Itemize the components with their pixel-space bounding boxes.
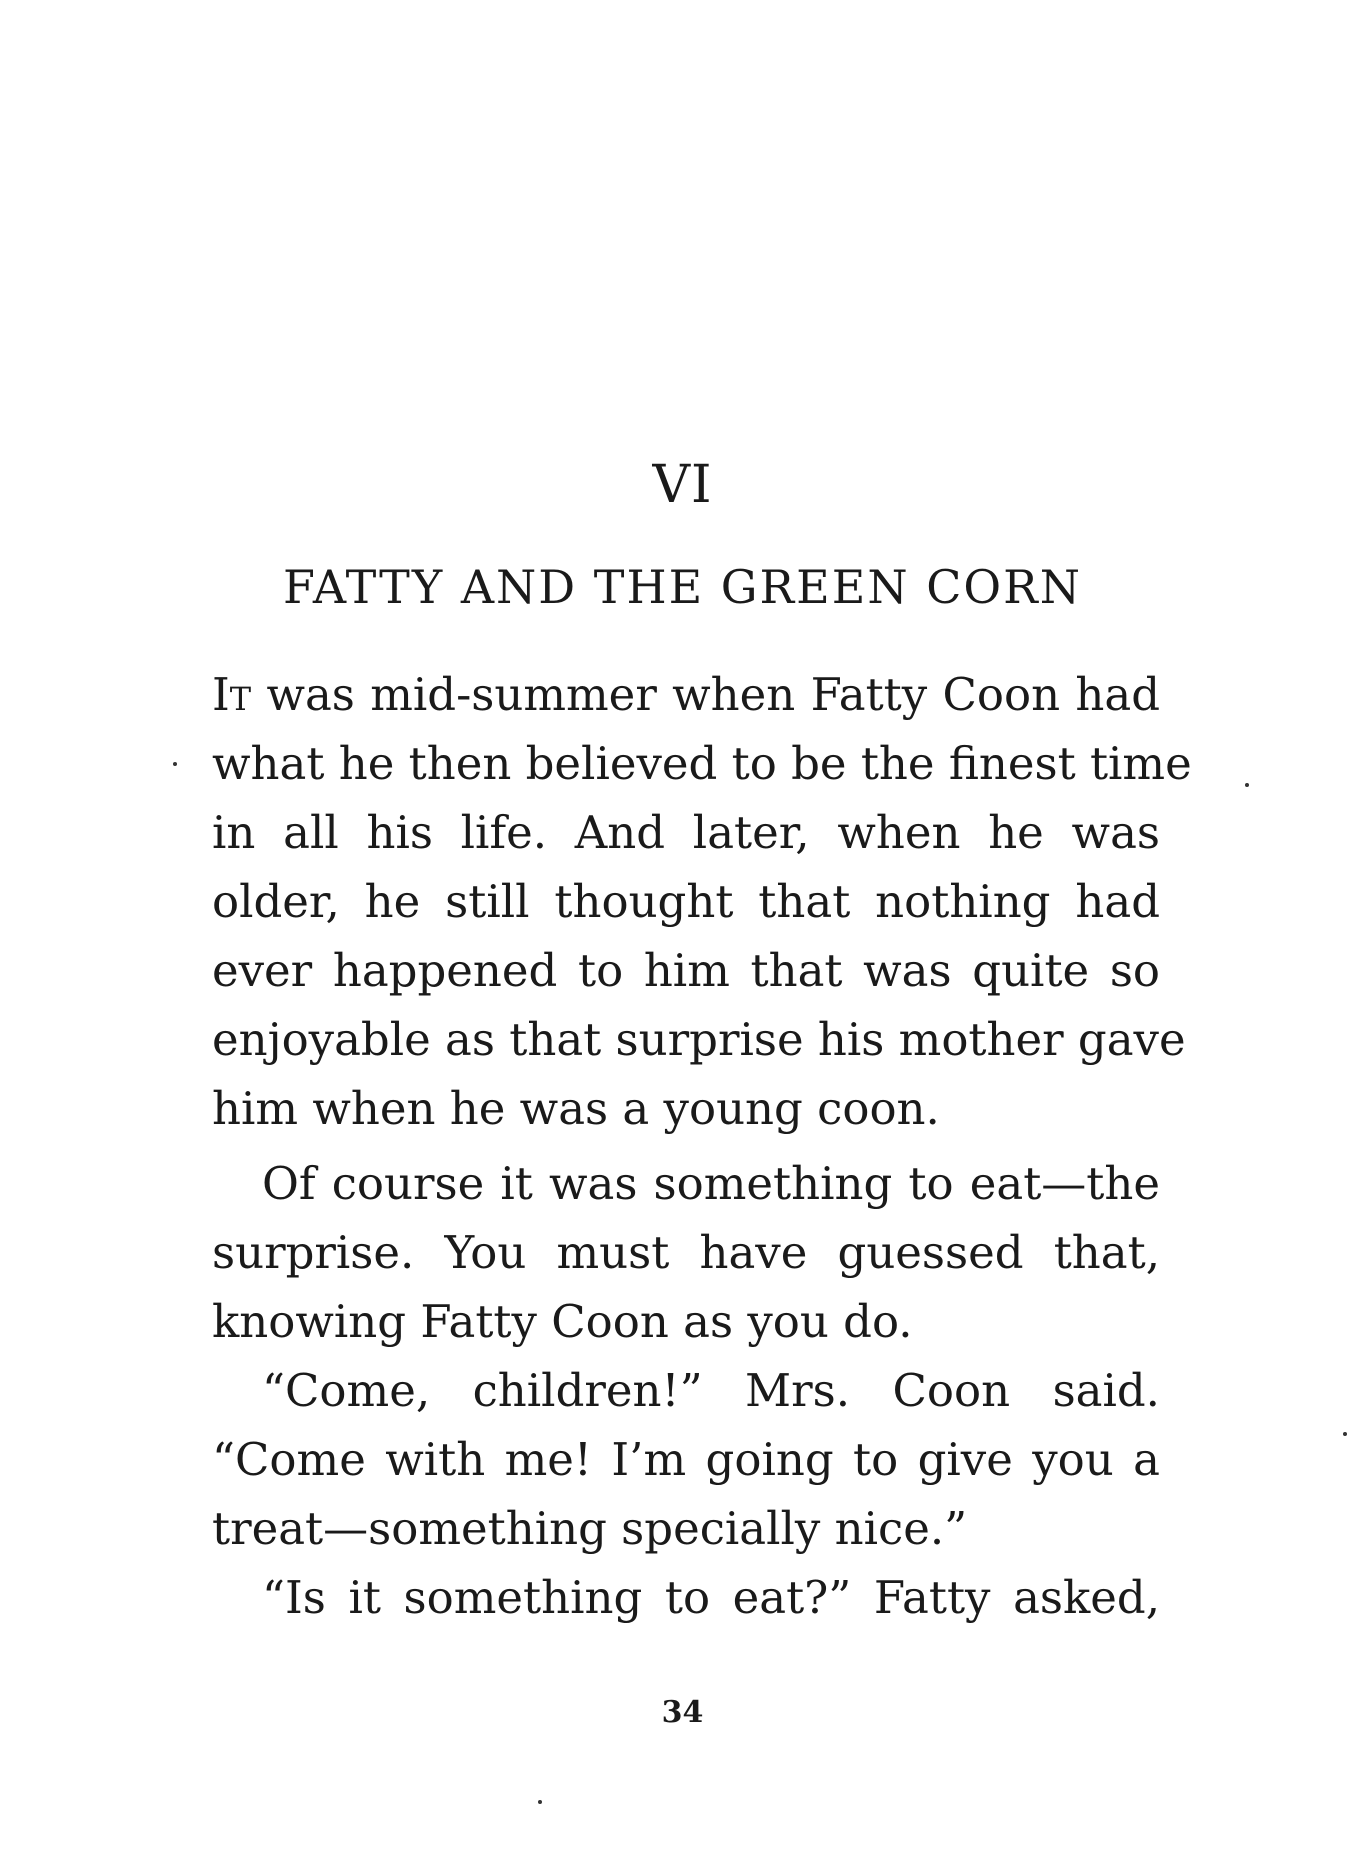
text-line — [212, 660, 1160, 729]
drop-word: It — [212, 668, 252, 721]
paragraph — [212, 1563, 1160, 1632]
scan-speck — [1343, 1432, 1347, 1436]
paragraph — [212, 1356, 1160, 1563]
text-line: older, he still thought that nothing had — [212, 875, 1160, 928]
chapter-number: VI — [652, 455, 713, 515]
text-line: knowing Fatty Coon as you do. — [212, 1295, 913, 1348]
page-number: 34 — [661, 1695, 704, 1730]
text-line: in all his life. And later, when he was — [212, 806, 1160, 859]
scan-speck — [173, 762, 177, 766]
paragraph — [212, 1149, 1160, 1356]
text-line: what he then believed to be the finest time — [212, 737, 1192, 790]
text-line: “Is it something to eat?” Fatty asked, — [262, 1571, 1160, 1624]
chapter-body — [212, 660, 1192, 1632]
chapter-title: FATTY AND THE GREEN CORN — [282, 560, 1082, 614]
text-line: surprise. You must have guessed that, — [212, 1226, 1160, 1279]
scan-speck — [538, 1800, 542, 1804]
text-line: Of course it was something to eat—the — [262, 1157, 1160, 1210]
text-line: ever happened to him that was quite so — [212, 944, 1160, 997]
paragraph — [212, 660, 1192, 1143]
text-line: him when he was a young coon. — [212, 1082, 940, 1135]
text-line: treat—something specially nice.” — [212, 1502, 968, 1555]
text-line: enjoyable as that surprise his mother gave — [212, 1013, 1186, 1066]
text-line: “Come, children!” Mrs. Coon said. — [262, 1364, 1160, 1417]
text-line: “Come with me! I’m going to give you a — [212, 1433, 1160, 1486]
text-line-content: was mid-summer when Fatty Coon had — [251, 668, 1160, 721]
scan-speck — [1245, 783, 1249, 787]
